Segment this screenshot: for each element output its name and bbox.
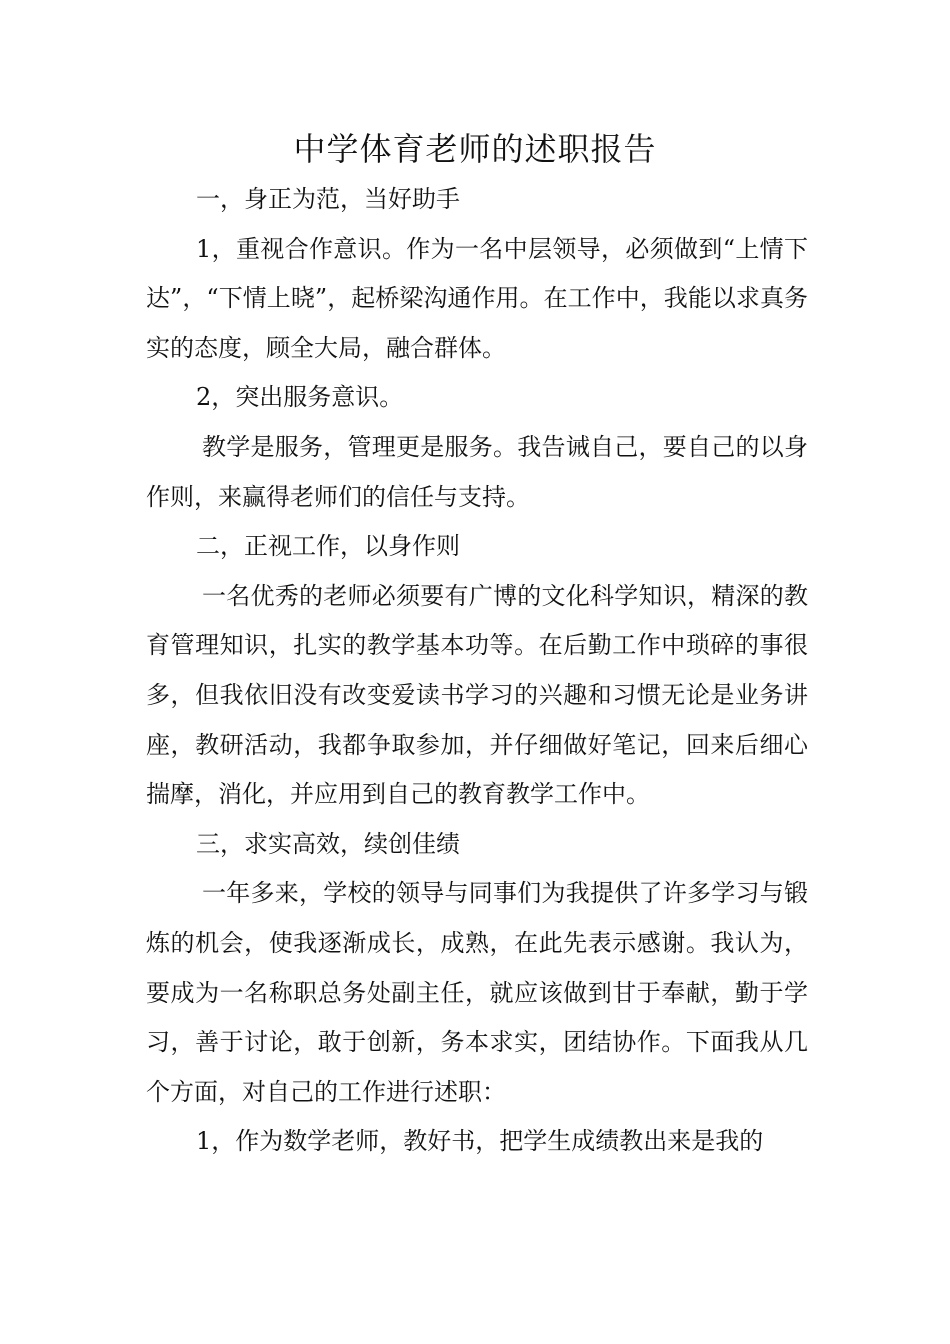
paragraph: 一名优秀的老师必须要有广博的文化科学知识，精深的教育管理知识，扎实的教学基本功等。在后勤工作中琐碎的事很多，但我依旧没有改变爱读书学习的兴趣和习惯无论是业务讲座，教研活动，我都争取参加，并仔细做好笔记，回来后细心揣摩，消化，并应用到自己的教育教学工作中。 bbox=[146, 581, 808, 809]
paragraph: 一年多来，学校的领导与同事们为我提供了许多学习与锻炼的机会，使我逐渐成长，成熟，在此先表示感谢。我认为，要成为一名称职总务处副主任，就应该做到甘于奉献，勤于学习，善于讨论，敢于创新，务本求实，团结协作。下面我从几个方面，对自己的工作进行述职： bbox=[146, 879, 808, 1106]
paragraph: 1，作为数学老师，教好书，把学生成绩教出来是我的 bbox=[196, 1127, 764, 1156]
section-heading-3: 三，求实高效，续创佳绩 bbox=[196, 829, 460, 858]
paragraph: 2，突出服务意识。 bbox=[196, 383, 404, 412]
document-title: 中学体育老师的述职报告 bbox=[293, 130, 657, 168]
section-heading-1: 一，身正为范，当好助手 bbox=[196, 185, 460, 213]
paragraph: 教学是服务，管理更是服务。我告诫自己，要自己的以身作则，来赢得老师们的信任与支持。 bbox=[146, 432, 808, 511]
paragraph: 1，重视合作意识。作为一名中层领导，必须做到“上情下达”，“下情上晓”，起桥梁沟通作用。在工作中，我能以求真务实的态度，顾全大局，融合群体。 bbox=[146, 234, 808, 362]
document-body bbox=[146, 175, 808, 1167]
section-heading-2: 二，正视工作，以身作则 bbox=[196, 532, 460, 561]
